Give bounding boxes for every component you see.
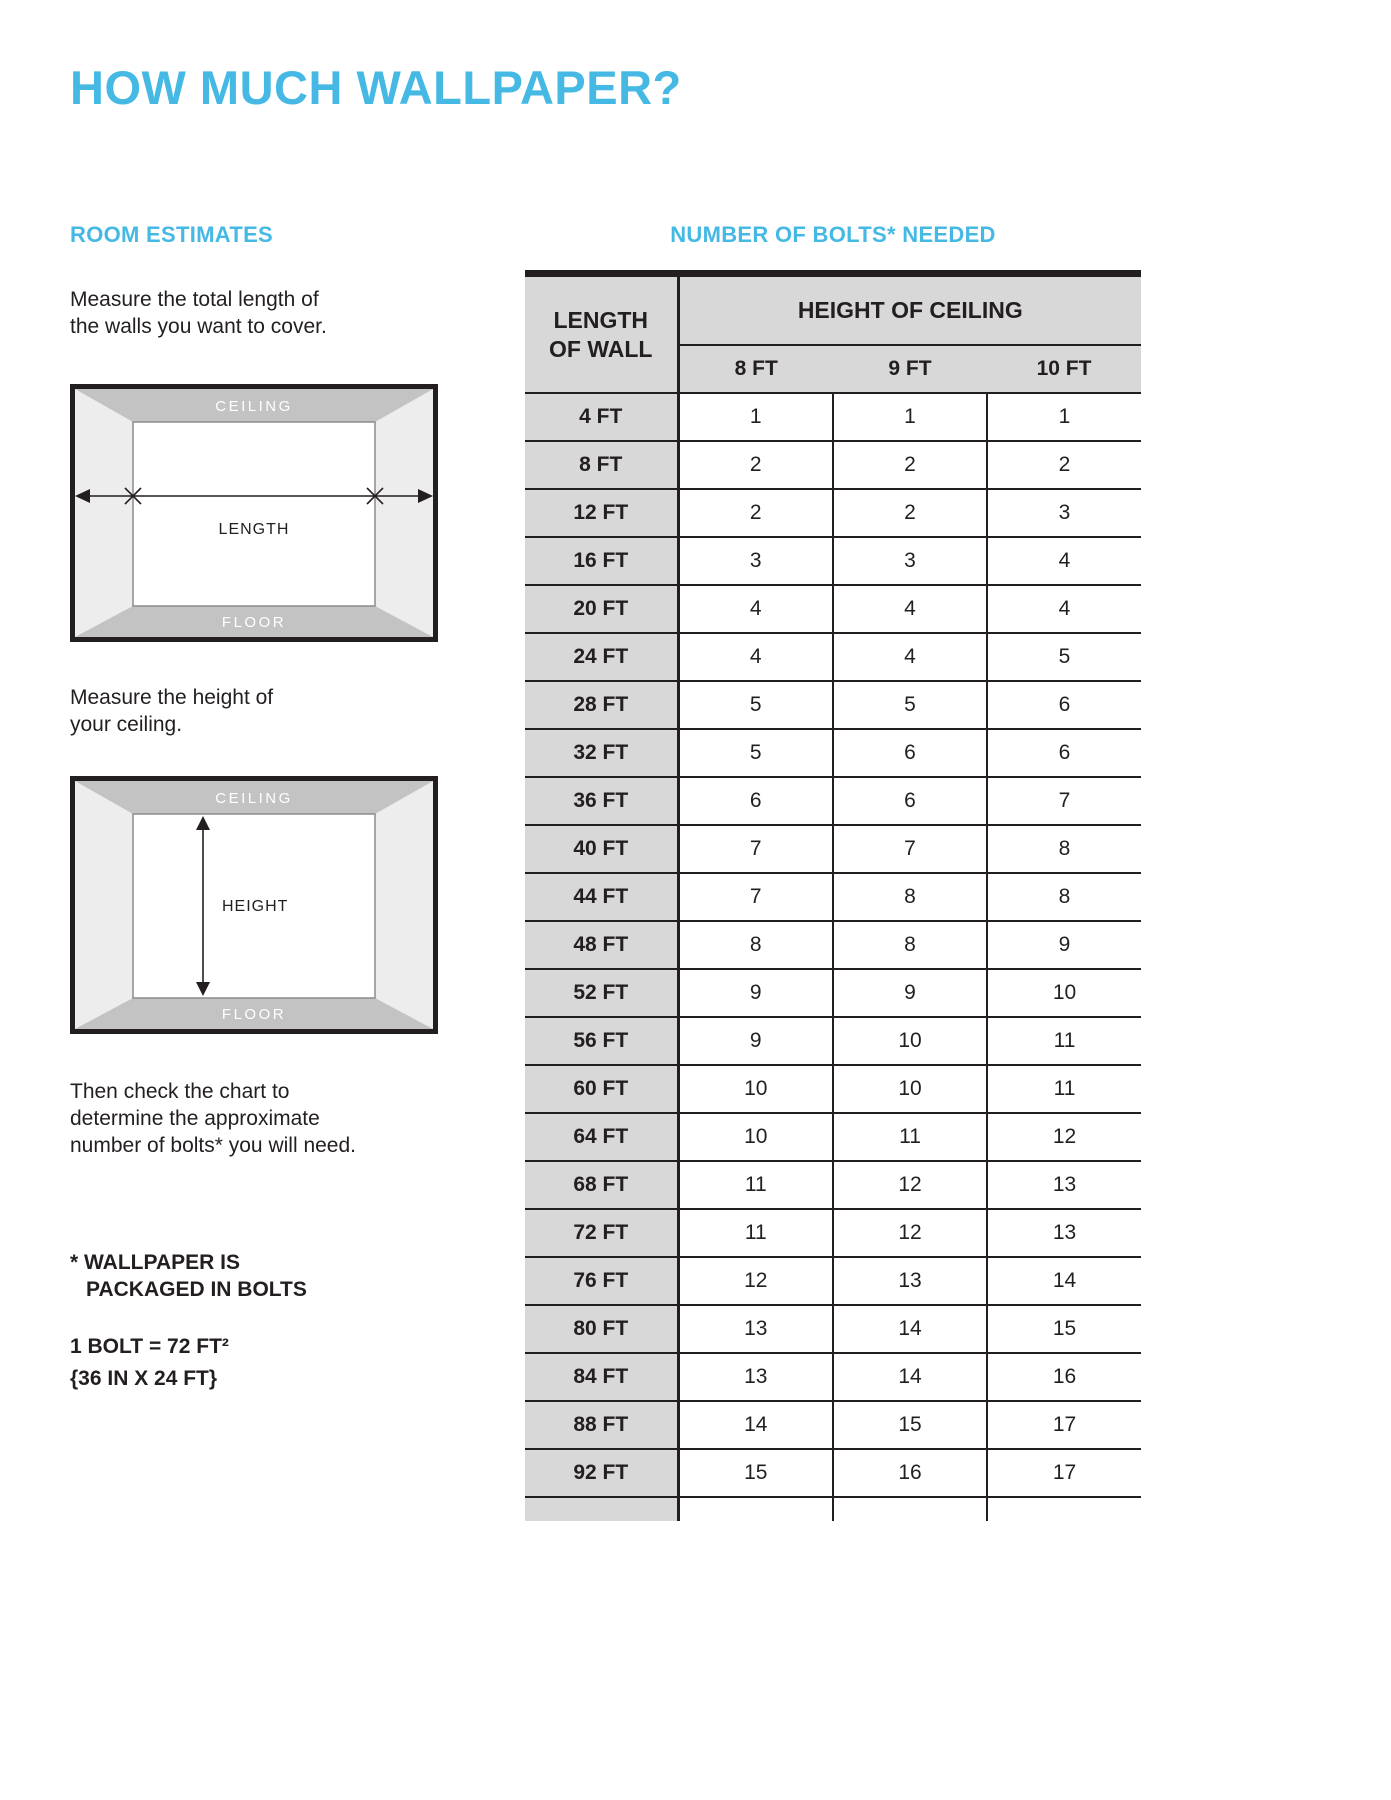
bolt-count-cell: 17 xyxy=(987,1401,1141,1449)
bolt-count-cell: 10 xyxy=(833,1065,987,1113)
wall-length-cell: 28 FT xyxy=(525,681,678,729)
step-line: Measure the total length of xyxy=(70,288,319,311)
bolt-count-cell: 8 xyxy=(833,921,987,969)
corner-header-line: LENGTH xyxy=(553,306,649,333)
wall-length-cell: 40 FT xyxy=(525,825,678,873)
bolt-count-cell xyxy=(833,1497,987,1521)
bolt-count-cell: 8 xyxy=(678,921,833,969)
bolt-count-cell: 15 xyxy=(678,1449,833,1497)
wall-length-cell: 72 FT xyxy=(525,1209,678,1257)
bolt-equation: 1 BOLT = 72 FT² xyxy=(70,1335,229,1358)
bolt-count-cell: 4 xyxy=(987,537,1141,585)
step-line: the walls you want to cover. xyxy=(70,315,327,338)
table-row xyxy=(525,1065,1141,1113)
bolt-count-cell: 5 xyxy=(678,681,833,729)
bolt-count-cell: 13 xyxy=(678,1353,833,1401)
col-header-9ft: 9 FT xyxy=(833,345,987,393)
table-row xyxy=(525,729,1141,777)
bolt-count-cell xyxy=(987,1497,1141,1521)
bolt-count-cell: 1 xyxy=(833,393,987,441)
wall-length-cell: 88 FT xyxy=(525,1401,678,1449)
bolt-count-cell: 2 xyxy=(987,441,1141,489)
step-line: Measure the height of xyxy=(70,686,274,709)
table-row xyxy=(525,1305,1141,1353)
bolt-count-cell: 9 xyxy=(833,969,987,1017)
table-row xyxy=(525,969,1141,1017)
bolt-count-cell: 4 xyxy=(833,633,987,681)
table-row xyxy=(525,489,1141,537)
wall-length-cell: 84 FT xyxy=(525,1353,678,1401)
footnote-line: PACKAGED IN BOLTS xyxy=(86,1278,307,1301)
bolt-count-cell: 10 xyxy=(678,1065,833,1113)
bolt-count-cell: 14 xyxy=(833,1305,987,1353)
bolt-count-cell: 11 xyxy=(987,1017,1141,1065)
wall-length-cell: 80 FT xyxy=(525,1305,678,1353)
table-row xyxy=(525,777,1141,825)
bolt-count-cell: 1 xyxy=(678,393,833,441)
table-row xyxy=(525,1257,1141,1305)
bolt-count-cell: 5 xyxy=(833,681,987,729)
bolt-count-cell: 8 xyxy=(833,873,987,921)
bolt-count-cell: 13 xyxy=(987,1209,1141,1257)
bolt-count-cell: 6 xyxy=(987,681,1141,729)
ceiling-label: CEILING xyxy=(215,398,293,415)
wall-length-cell: 48 FT xyxy=(525,921,678,969)
table-header-row xyxy=(525,277,1141,345)
height-label: HEIGHT xyxy=(222,898,289,915)
bolts-table xyxy=(525,277,1141,1521)
bolt-count-cell: 2 xyxy=(678,489,833,537)
bolt-count-cell: 4 xyxy=(833,585,987,633)
bolt-count-cell: 12 xyxy=(678,1257,833,1305)
col-header-8ft: 8 FT xyxy=(678,345,833,393)
bolt-count-cell: 14 xyxy=(987,1257,1141,1305)
bolt-count-cell: 12 xyxy=(833,1209,987,1257)
bolt-count-cell: 8 xyxy=(987,825,1141,873)
ceiling-label: CEILING xyxy=(215,790,293,807)
bolt-count-cell: 10 xyxy=(678,1113,833,1161)
wall-length-cell: 68 FT xyxy=(525,1161,678,1209)
bolt-count-cell: 3 xyxy=(678,537,833,585)
bolt-count-cell: 6 xyxy=(833,777,987,825)
table-row xyxy=(525,1449,1141,1497)
bolt-count-cell: 14 xyxy=(678,1401,833,1449)
wall-length-cell: 20 FT xyxy=(525,585,678,633)
page-title: HOW MUCH WALLPAPER? xyxy=(70,61,682,114)
bolt-count-cell: 1 xyxy=(987,393,1141,441)
table-row xyxy=(525,921,1141,969)
room-length-diagram xyxy=(70,384,438,642)
wall-length-cell: 32 FT xyxy=(525,729,678,777)
wall-length-cell: 12 FT xyxy=(525,489,678,537)
bolt-count-cell: 7 xyxy=(987,777,1141,825)
bolts-table-heading: NUMBER OF BOLTS* NEEDED xyxy=(670,222,996,247)
table-row xyxy=(525,1401,1141,1449)
step-line: your ceiling. xyxy=(70,713,183,736)
table-row-cropped xyxy=(525,1497,1141,1521)
table-row xyxy=(525,441,1141,489)
room-estimates-section xyxy=(70,222,465,1395)
bolt-dimensions: {36 IN X 24 FT} xyxy=(70,1367,218,1390)
bolt-count-cell: 4 xyxy=(987,585,1141,633)
table-row xyxy=(525,1113,1141,1161)
table-row xyxy=(525,393,1141,441)
bolt-count-cell: 11 xyxy=(987,1065,1141,1113)
table-row xyxy=(525,1209,1141,1257)
bolt-count-cell: 7 xyxy=(678,873,833,921)
wall-length-cell: 24 FT xyxy=(525,633,678,681)
wall-length-cell: 64 FT xyxy=(525,1113,678,1161)
bolt-count-cell: 11 xyxy=(678,1161,833,1209)
step-length-instruction xyxy=(70,286,465,340)
back-wall xyxy=(133,422,375,606)
bolt-count-cell: 14 xyxy=(833,1353,987,1401)
room-height-diagram xyxy=(70,776,438,1034)
wall-length-cell: 76 FT xyxy=(525,1257,678,1305)
wall-length-cell: 44 FT xyxy=(525,873,678,921)
wall-length-cell: 92 FT xyxy=(525,1449,678,1497)
bolt-count-cell: 5 xyxy=(987,633,1141,681)
bolt-count-cell: 6 xyxy=(833,729,987,777)
table-row xyxy=(525,537,1141,585)
height-of-ceiling-header: HEIGHT OF CEILING xyxy=(678,277,1141,345)
bolt-count-cell: 4 xyxy=(678,633,833,681)
bolt-count-cell: 2 xyxy=(678,441,833,489)
bolt-count-cell: 13 xyxy=(678,1305,833,1353)
wall-length-cell: 16 FT xyxy=(525,537,678,585)
floor-label: FLOOR xyxy=(221,614,287,631)
length-of-wall-header xyxy=(525,277,678,393)
table-row xyxy=(525,681,1141,729)
bolts-table-body xyxy=(525,393,1141,1521)
wall-length-cell xyxy=(525,1497,678,1521)
bolts-footnote xyxy=(70,1249,465,1303)
bolt-count-cell: 9 xyxy=(678,969,833,1017)
bolt-count-cell: 12 xyxy=(987,1113,1141,1161)
bolt-count-cell: 11 xyxy=(833,1113,987,1161)
wall-length-cell: 36 FT xyxy=(525,777,678,825)
bolt-count-cell: 15 xyxy=(833,1401,987,1449)
bolt-count-cell: 11 xyxy=(678,1209,833,1257)
table-row xyxy=(525,1353,1141,1401)
table-row xyxy=(525,633,1141,681)
bolt-count-cell: 6 xyxy=(987,729,1141,777)
room-estimates-heading: ROOM ESTIMATES xyxy=(70,222,274,247)
table-row xyxy=(525,1161,1141,1209)
bolt-count-cell: 3 xyxy=(833,537,987,585)
bolt-count-cell: 2 xyxy=(833,441,987,489)
bolt-count-cell: 5 xyxy=(678,729,833,777)
step-line: determine the approximate xyxy=(70,1107,320,1130)
corner-header-line: OF WALL xyxy=(549,335,653,362)
bolts-table-wrap xyxy=(525,270,1141,1521)
table-row xyxy=(525,873,1141,921)
table-row xyxy=(525,585,1141,633)
bolt-count-cell xyxy=(678,1497,833,1521)
bolt-count-cell: 2 xyxy=(833,489,987,537)
bolt-count-cell: 7 xyxy=(833,825,987,873)
bolts-needed-section xyxy=(525,222,1141,1521)
wall-length-cell: 8 FT xyxy=(525,441,678,489)
table-row xyxy=(525,825,1141,873)
bolt-count-cell: 9 xyxy=(678,1017,833,1065)
bolt-count-cell: 17 xyxy=(987,1449,1141,1497)
bolt-count-cell: 13 xyxy=(833,1257,987,1305)
col-header-10ft: 10 FT xyxy=(987,345,1141,393)
bolt-count-cell: 8 xyxy=(987,873,1141,921)
wall-length-cell: 60 FT xyxy=(525,1065,678,1113)
floor-label: FLOOR xyxy=(221,1006,287,1023)
bolt-count-cell: 12 xyxy=(833,1161,987,1209)
wall-length-cell: 52 FT xyxy=(525,969,678,1017)
bolt-count-cell: 7 xyxy=(678,825,833,873)
wall-length-cell: 4 FT xyxy=(525,393,678,441)
bolt-definition xyxy=(70,1331,465,1395)
bolt-count-cell: 3 xyxy=(987,489,1141,537)
bolt-count-cell: 10 xyxy=(987,969,1141,1017)
bolt-count-cell: 9 xyxy=(987,921,1141,969)
bolt-count-cell: 4 xyxy=(678,585,833,633)
step-height-instruction xyxy=(70,684,465,738)
table-row xyxy=(525,1017,1141,1065)
step-line: number of bolts* you will need. xyxy=(70,1134,356,1157)
bolt-count-cell: 6 xyxy=(678,777,833,825)
step-chart-instruction xyxy=(70,1078,465,1159)
length-label: LENGTH xyxy=(218,521,290,538)
bolt-count-cell: 10 xyxy=(833,1017,987,1065)
bolt-count-cell: 16 xyxy=(987,1353,1141,1401)
bolt-count-cell: 16 xyxy=(833,1449,987,1497)
footnote-line: * WALLPAPER IS xyxy=(70,1251,240,1274)
wall-length-cell: 56 FT xyxy=(525,1017,678,1065)
bolt-count-cell: 13 xyxy=(987,1161,1141,1209)
bolt-count-cell: 15 xyxy=(987,1305,1141,1353)
step-line: Then check the chart to xyxy=(70,1080,290,1103)
